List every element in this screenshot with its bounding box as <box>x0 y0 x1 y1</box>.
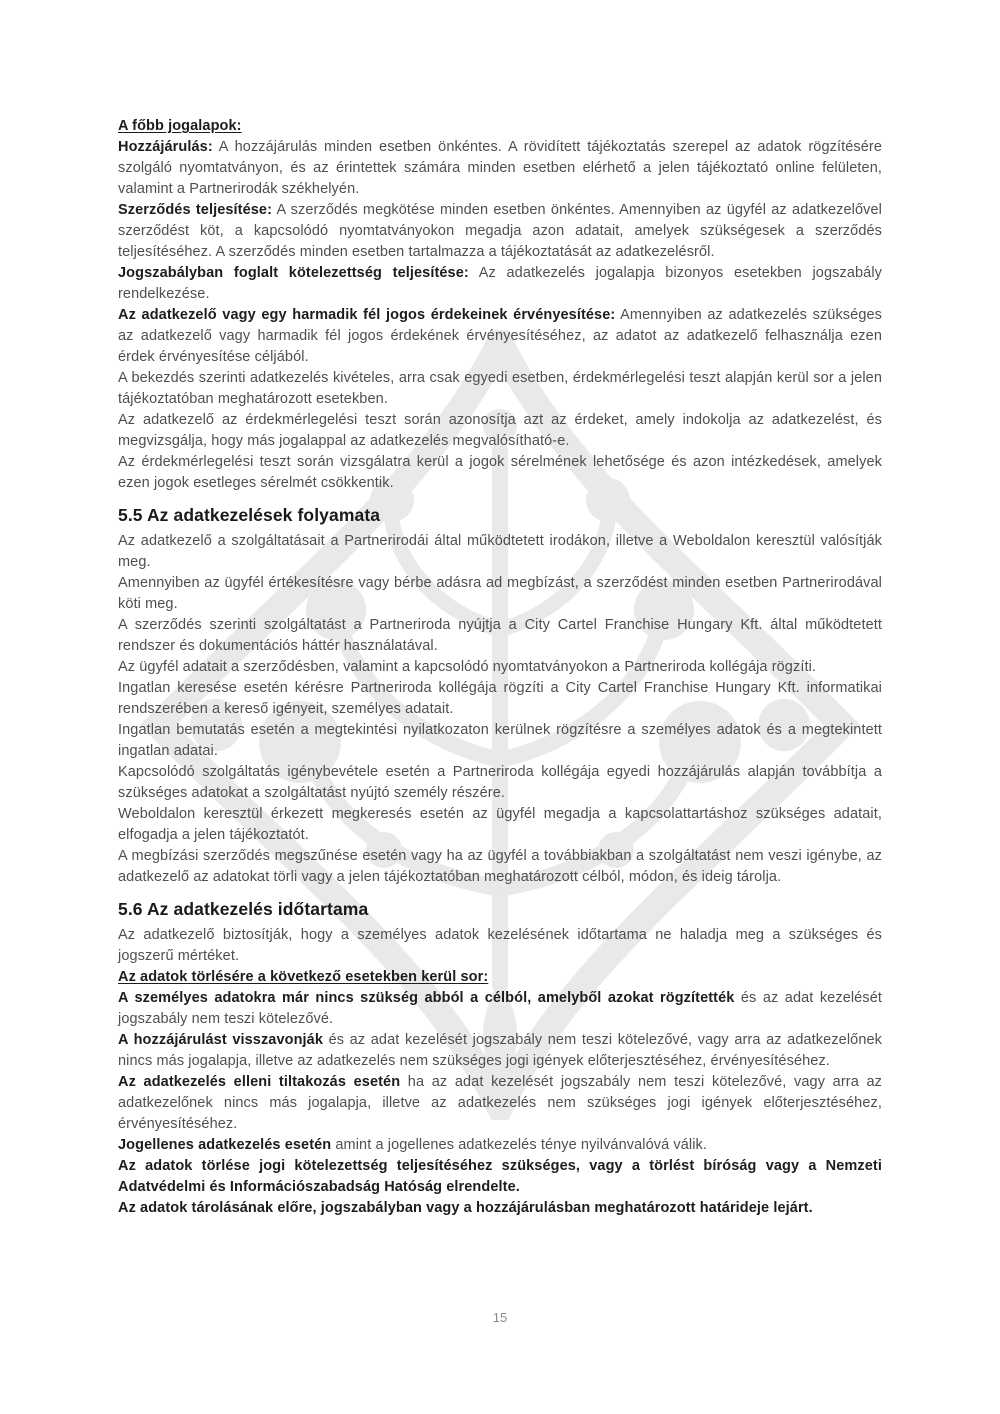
paragraph-consent-withdrawn <box>118 1030 882 1072</box>
paragraph <box>118 925 882 967</box>
paragraph-text: ha az adat kezelését jogszabály nem teszi kötelezővé, vagy arra az adatkezelőnek nincs más jogalapja, illetve az adatkezelés nem szükséges jogi igények előterjesztéséhez, érvényesítéséhez. <box>118 1074 882 1132</box>
paragraph-text: A szerződés megkötése minden esetben önkéntes. Amennyiben az ügyfél az adatkezelővel szerződést köt, a kapcsolódó nyomtatványokon megadja azon adatait, amelyek szükségesek a szerződés teljesítéséhez. A szerződés minden esetben tartalmazza a tájékoztatását az adatkezelésről. <box>118 202 882 260</box>
paragraph-lead: A személyes adatokra már nincs szükség abból a célból, amelyből azokat rögzítették <box>118 990 735 1006</box>
paragraph-text: A szerződés szerinti szolgáltatást a Partneriroda nyújtja a City Cartel Franchise Hungary Kft. által működtetett rendszer és dokumentációs háttér használatával. <box>118 617 882 654</box>
paragraph-text: A hozzájárulás minden esetben önkéntes. A rövidített tájékoztatás szerepel az adatok rögzítésére szolgáló nyomtatványon, és az érintettek számára minden esetben elérhető a jelen tájékoztató online felületen, valamint a Partnerirodák székhelyén. <box>118 139 882 197</box>
paragraph-no-longer-needed <box>118 988 882 1030</box>
paragraph-text: A megbízási szerződés megszűnése esetén vagy ha az ügyfél a továbbiakban a szolgáltatást nem veszi igénybe, az adatkezelő az adatokat törli vagy a jelen tájékoztatóban meghatározott célból, módon, és ideig tárolja. <box>118 848 882 885</box>
paragraph-deletion-ordered <box>118 1156 882 1198</box>
paragraph-objection <box>118 1072 882 1135</box>
paragraph-unlawful-processing <box>118 1135 882 1156</box>
paragraph-lead: Jogszabályban foglalt kötelezettség teljesítése: <box>118 265 469 281</box>
document-content <box>118 116 882 1219</box>
paragraph-text: amint a jogellenes adatkezelés ténye nyilvánvalóvá válik. <box>331 1137 708 1153</box>
paragraph-text: Ingatlan bemutatás esetén a megtekintési nyilatkozaton kerülnek rögzítésre a személyes adatok és a megtekintett ingatlan adatai. <box>118 722 882 759</box>
paragraph-text: Kapcsolódó szolgáltatás igénybevétele esetén a Partneriroda kollégája egyedi hozzájárulás alapján továbbítja a szükséges adatokat a szolgáltatást nyújtó személy részére. <box>118 764 882 801</box>
paragraph <box>118 452 882 494</box>
paragraph-lead: Jogellenes adatkezelés esetén <box>118 1137 332 1153</box>
paragraph-text: és az adat kezelését jogszabály nem teszi kötelezővé, vagy arra az adatkezelőnek nincs más jogalapja, illetve az adatkezelés nem szükséges jogi igények előterjesztéséhez, érvényesítéséhez. <box>118 1032 882 1069</box>
paragraph <box>118 720 882 762</box>
paragraph <box>118 410 882 452</box>
section-56-heading: 5.6 Az adatkezelés időtartama <box>118 899 369 919</box>
paragraph-lead: Hozzájárulás: <box>118 139 213 155</box>
paragraph-text: Az adatkezelés jogalapja bizonyos esetekben jogszabály rendelkezése. <box>118 265 882 302</box>
paragraph-contract <box>118 200 882 263</box>
paragraph-text: Amennyiben az ügyfél értékesítésre vagy bérbe adásra ad megbízást, a szerződést minden esetben Partnerirodával köti meg. <box>118 575 882 612</box>
deletion-cases-subheading: Az adatok törlésére a következő esetekben kerül sor: <box>118 969 489 985</box>
paragraph-lead: Az adatkezelő vagy egy harmadik fél jogos érdekeinek érvényesítése: <box>118 307 616 323</box>
paragraph-text: Az adatkezelő biztosítják, hogy a személyes adatok kezelésének időtartama ne haladja meg a szükséges és jogszerű mértéket. <box>118 927 882 964</box>
paragraph-lead: Az adatkezelés elleni tiltakozás esetén <box>118 1074 401 1090</box>
paragraph-text: Az adatkezelő az érdekmérlegelési teszt során azonosítja azt az érdeket, amely indokolja az adatkezelést, és megvizsgálja, hogy más jogalappal az adatkezelés megvalósítható-e. <box>118 412 882 449</box>
page-number: 15 <box>492 1310 508 1325</box>
paragraph <box>118 615 882 657</box>
paragraph <box>118 846 882 888</box>
paragraph-deadline-expired <box>118 1198 882 1219</box>
paragraph-lead: A hozzájárulást visszavonják <box>118 1032 324 1048</box>
paragraph <box>118 804 882 846</box>
paragraph-text: A bekezdés szerinti adatkezelés kivételes, arra csak egyedi esetben, érdekmérlegelési teszt alapján kerül sor a jelen tájékoztatóban meghatározott esetekben. <box>118 370 882 407</box>
paragraph-text: Amennyiben az adatkezelés szükséges az adatkezelő vagy harmadik fél jogos érdekének érvényesítéséhez, az adatot az adatkezelő felhasználja ezen érdek érvényesítése céljából. <box>118 307 883 365</box>
paragraph-text: és az adat kezelését jogszabály nem teszi kötelezővé. <box>118 990 882 1027</box>
paragraph-lead: Szerződés teljesítése: <box>118 202 273 218</box>
paragraph <box>118 762 882 804</box>
paragraph <box>118 657 882 678</box>
paragraph-legitimate-interest <box>118 305 882 368</box>
paragraph-text: Az érdekmérlegelési teszt során vizsgálatra kerül a jogok sérelmének lehetősége és azon intézkedések, amelyek ezen jogok esetleges sérelmét csökkentik. <box>118 454 882 491</box>
paragraph <box>118 368 882 410</box>
paragraph <box>118 531 882 573</box>
paragraph-legal-obligation <box>118 263 882 305</box>
paragraph-lead: Az adatok tárolásának előre, jogszabályban vagy a hozzájárulásban meghatározott határideje lejárt. <box>118 1200 813 1216</box>
paragraph-text: Az adatkezelő a szolgáltatásait a Partnerirodái által működtetett irodákon, illetve a Weboldalon keresztül valósítják meg. <box>118 533 882 570</box>
paragraph-text: Az ügyfél adatait a szerződésben, valamint a kapcsolódó nyomtatványokon a Partneriroda kollégája rögzíti. <box>118 659 817 675</box>
section-55-heading: 5.5 Az adatkezelések folyamata <box>118 505 381 525</box>
paragraph-text: Weboldalon keresztül érkezett megkeresés esetén az ügyfél megadja a kapcsolattartáshoz szükséges adatait, elfogadja a jelen tájékoztatót. <box>118 806 882 843</box>
legal-bases-heading: A főbb jogalapok: <box>118 118 242 134</box>
paragraph <box>118 678 882 720</box>
paragraph-text: Ingatlan keresése esetén kérésre Partneriroda kollégája rögzíti a City Cartel Franchise Hungary Kft. informatikai rendszerében a kereső igényeit, személyes adatait. <box>118 680 882 717</box>
paragraph-lead: Az adatok törlése jogi kötelezettség teljesítéséhez szükséges, vagy a törlést bíróság vagy a Nemzeti Adatvédelmi és Információszabadság Hatóság elrendelte. <box>118 1158 882 1195</box>
paragraph-consent <box>118 137 882 200</box>
paragraph <box>118 573 882 615</box>
